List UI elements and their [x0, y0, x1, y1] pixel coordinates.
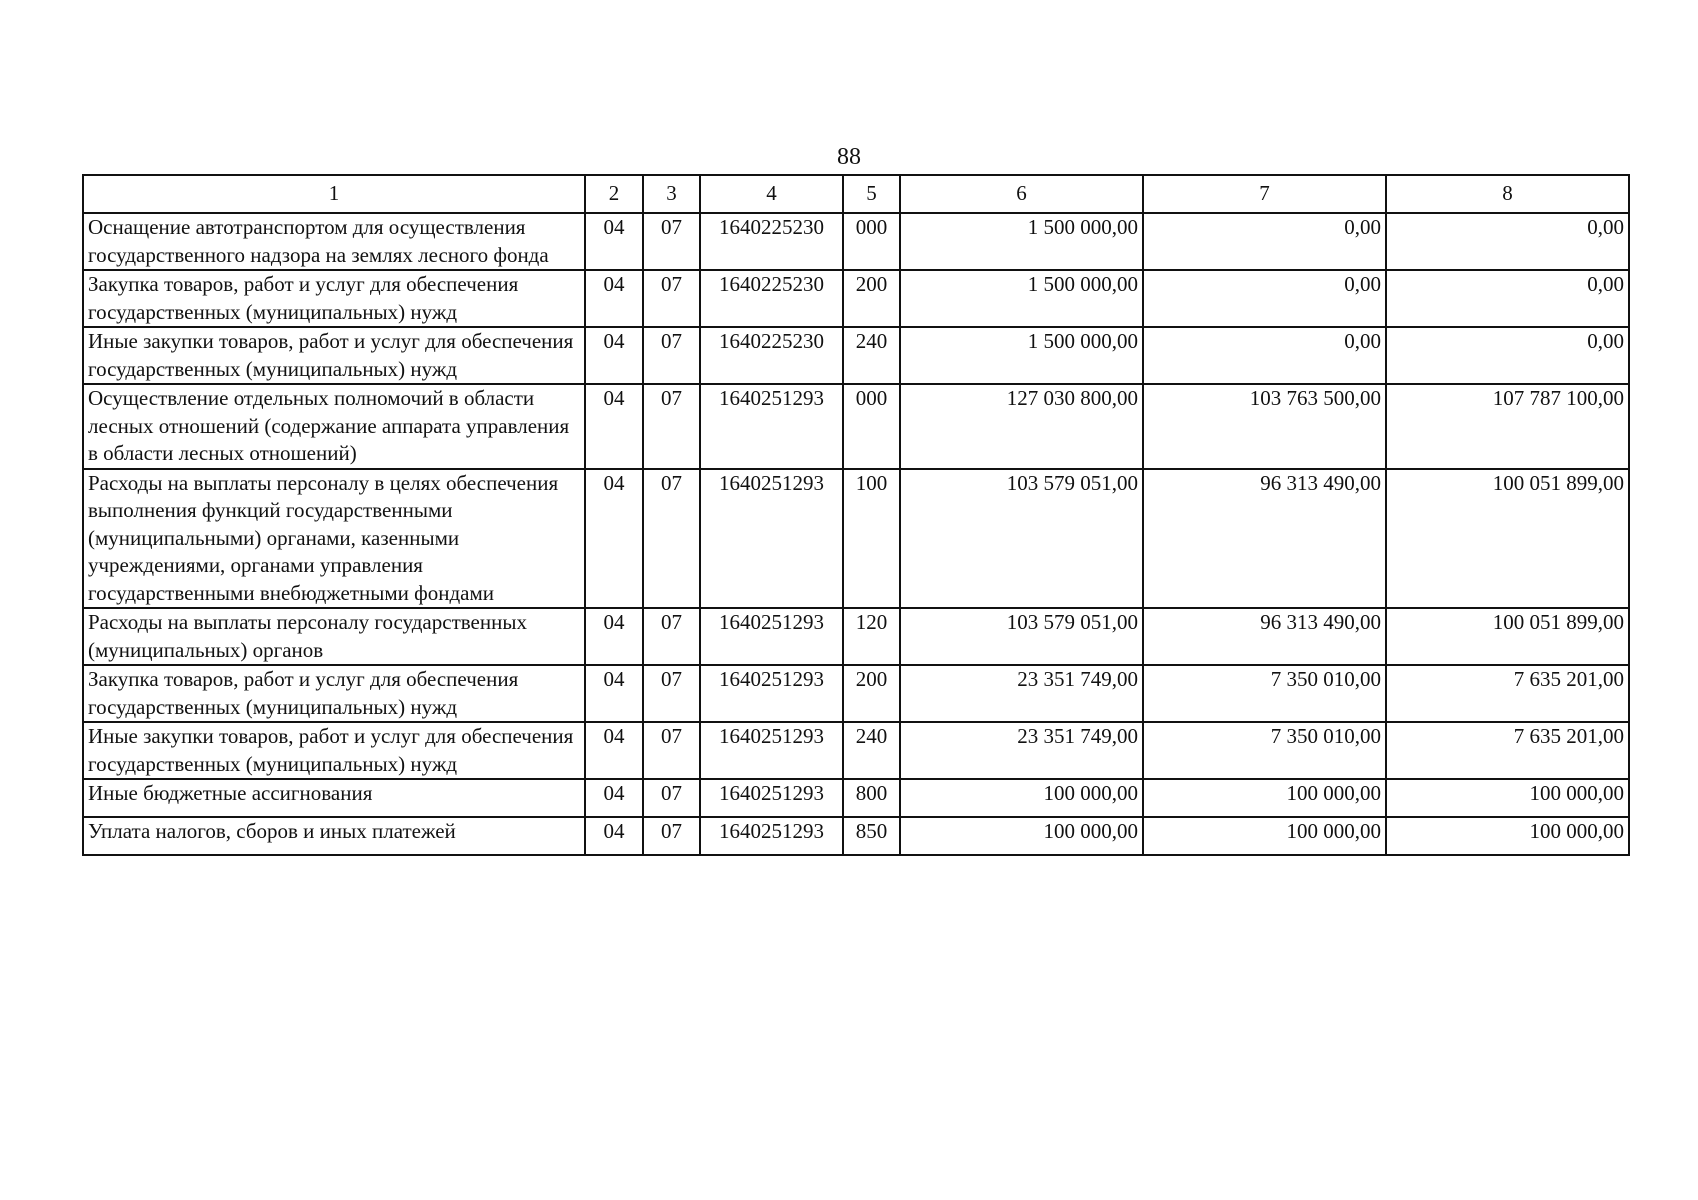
row-amount-6: 127 030 800,00 [900, 384, 1143, 469]
row-amount-8: 0,00 [1386, 213, 1629, 270]
row-amount-6: 23 351 749,00 [900, 665, 1143, 722]
row-name: Иные бюджетные ассигнования [83, 779, 585, 817]
row-name: Закупка товаров, работ и услуг для обеспечения государственных (муниципальных) нужд [83, 270, 585, 327]
header-cell-6: 6 [900, 175, 1143, 213]
row-expense-type: 000 [843, 384, 900, 469]
row-section: 04 [585, 665, 643, 722]
row-amount-8: 0,00 [1386, 270, 1629, 327]
row-subsection: 07 [643, 722, 700, 779]
row-amount-7: 100 000,00 [1143, 817, 1386, 855]
table-row [83, 327, 1629, 384]
row-expense-type: 000 [843, 213, 900, 270]
row-amount-7: 0,00 [1143, 327, 1386, 384]
table-row [83, 469, 1629, 609]
row-target-article: 1640251293 [700, 817, 843, 855]
table-body [83, 213, 1629, 855]
row-amount-7: 96 313 490,00 [1143, 608, 1386, 665]
row-subsection: 07 [643, 384, 700, 469]
row-section: 04 [585, 213, 643, 270]
row-subsection: 07 [643, 469, 700, 609]
row-amount-7: 96 313 490,00 [1143, 469, 1386, 609]
header-cell-3: 3 [643, 175, 700, 213]
row-name: Закупка товаров, работ и услуг для обеспечения государственных (муниципальных) нужд [83, 665, 585, 722]
row-target-article: 1640251293 [700, 469, 843, 609]
header-cell-5: 5 [843, 175, 900, 213]
table-row [83, 722, 1629, 779]
row-amount-7: 100 000,00 [1143, 779, 1386, 817]
table-row [83, 608, 1629, 665]
row-amount-6: 1 500 000,00 [900, 213, 1143, 270]
row-target-article: 1640225230 [700, 213, 843, 270]
table-row [83, 213, 1629, 270]
row-amount-7: 0,00 [1143, 270, 1386, 327]
row-section: 04 [585, 327, 643, 384]
row-target-article: 1640225230 [700, 270, 843, 327]
table-row [83, 817, 1629, 855]
row-amount-8: 0,00 [1386, 327, 1629, 384]
row-amount-7: 0,00 [1143, 213, 1386, 270]
row-expense-type: 200 [843, 270, 900, 327]
row-amount-7: 7 350 010,00 [1143, 665, 1386, 722]
page-number: 88 [837, 144, 861, 170]
row-target-article: 1640251293 [700, 779, 843, 817]
row-expense-type: 240 [843, 722, 900, 779]
row-subsection: 07 [643, 608, 700, 665]
header-cell-2: 2 [585, 175, 643, 213]
row-name: Иные закупки товаров, работ и услуг для обеспечения государственных (муниципальных) нужд [83, 722, 585, 779]
row-section: 04 [585, 779, 643, 817]
row-amount-7: 7 350 010,00 [1143, 722, 1386, 779]
row-name: Расходы на выплаты персоналу в целях обеспечения выполнения функций государственными (муниципальными) органами, казенными учреждениями, органами управления государственными внебюджетными фондами [83, 469, 585, 609]
row-section: 04 [585, 270, 643, 327]
row-subsection: 07 [643, 779, 700, 817]
table-header [83, 175, 1629, 213]
header-cell-1: 1 [83, 175, 585, 213]
row-subsection: 07 [643, 817, 700, 855]
row-subsection: 07 [643, 270, 700, 327]
row-expense-type: 200 [843, 665, 900, 722]
row-amount-8: 7 635 201,00 [1386, 665, 1629, 722]
row-amount-8: 100 051 899,00 [1386, 469, 1629, 609]
row-amount-6: 1 500 000,00 [900, 270, 1143, 327]
row-target-article: 1640251293 [700, 722, 843, 779]
row-target-article: 1640251293 [700, 608, 843, 665]
row-amount-8: 100 000,00 [1386, 779, 1629, 817]
row-expense-type: 100 [843, 469, 900, 609]
row-amount-8: 7 635 201,00 [1386, 722, 1629, 779]
header-row [83, 175, 1629, 213]
row-target-article: 1640251293 [700, 384, 843, 469]
header-cell-8: 8 [1386, 175, 1629, 213]
row-name: Уплата налогов, сборов и иных платежей [83, 817, 585, 855]
row-name: Иные закупки товаров, работ и услуг для обеспечения государственных (муниципальных) нужд [83, 327, 585, 384]
row-expense-type: 120 [843, 608, 900, 665]
row-target-article: 1640251293 [700, 665, 843, 722]
row-section: 04 [585, 817, 643, 855]
table-row [83, 779, 1629, 817]
row-amount-6: 1 500 000,00 [900, 327, 1143, 384]
row-expense-type: 800 [843, 779, 900, 817]
row-expense-type: 850 [843, 817, 900, 855]
table-row [83, 270, 1629, 327]
row-subsection: 07 [643, 665, 700, 722]
row-amount-6: 103 579 051,00 [900, 469, 1143, 609]
row-amount-6: 100 000,00 [900, 779, 1143, 817]
row-amount-6: 103 579 051,00 [900, 608, 1143, 665]
row-amount-6: 100 000,00 [900, 817, 1143, 855]
row-target-article: 1640225230 [700, 327, 843, 384]
row-section: 04 [585, 608, 643, 665]
row-amount-8: 100 000,00 [1386, 817, 1629, 855]
row-name: Оснащение автотранспортом для осуществления государственного надзора на землях лесного фонда [83, 213, 585, 270]
row-section: 04 [585, 469, 643, 609]
row-amount-8: 107 787 100,00 [1386, 384, 1629, 469]
row-subsection: 07 [643, 213, 700, 270]
row-name: Расходы на выплаты персоналу государственных (муниципальных) органов [83, 608, 585, 665]
header-cell-4: 4 [700, 175, 843, 213]
row-amount-7: 103 763 500,00 [1143, 384, 1386, 469]
row-name: Осуществление отдельных полномочий в области лесных отношений (содержание аппарата управления в области лесных отношений) [83, 384, 585, 469]
header-cell-7: 7 [1143, 175, 1386, 213]
table-row [83, 665, 1629, 722]
table-row [83, 384, 1629, 469]
row-amount-8: 100 051 899,00 [1386, 608, 1629, 665]
budget-table [82, 174, 1630, 856]
row-subsection: 07 [643, 327, 700, 384]
row-expense-type: 240 [843, 327, 900, 384]
row-amount-6: 23 351 749,00 [900, 722, 1143, 779]
row-section: 04 [585, 384, 643, 469]
row-section: 04 [585, 722, 643, 779]
